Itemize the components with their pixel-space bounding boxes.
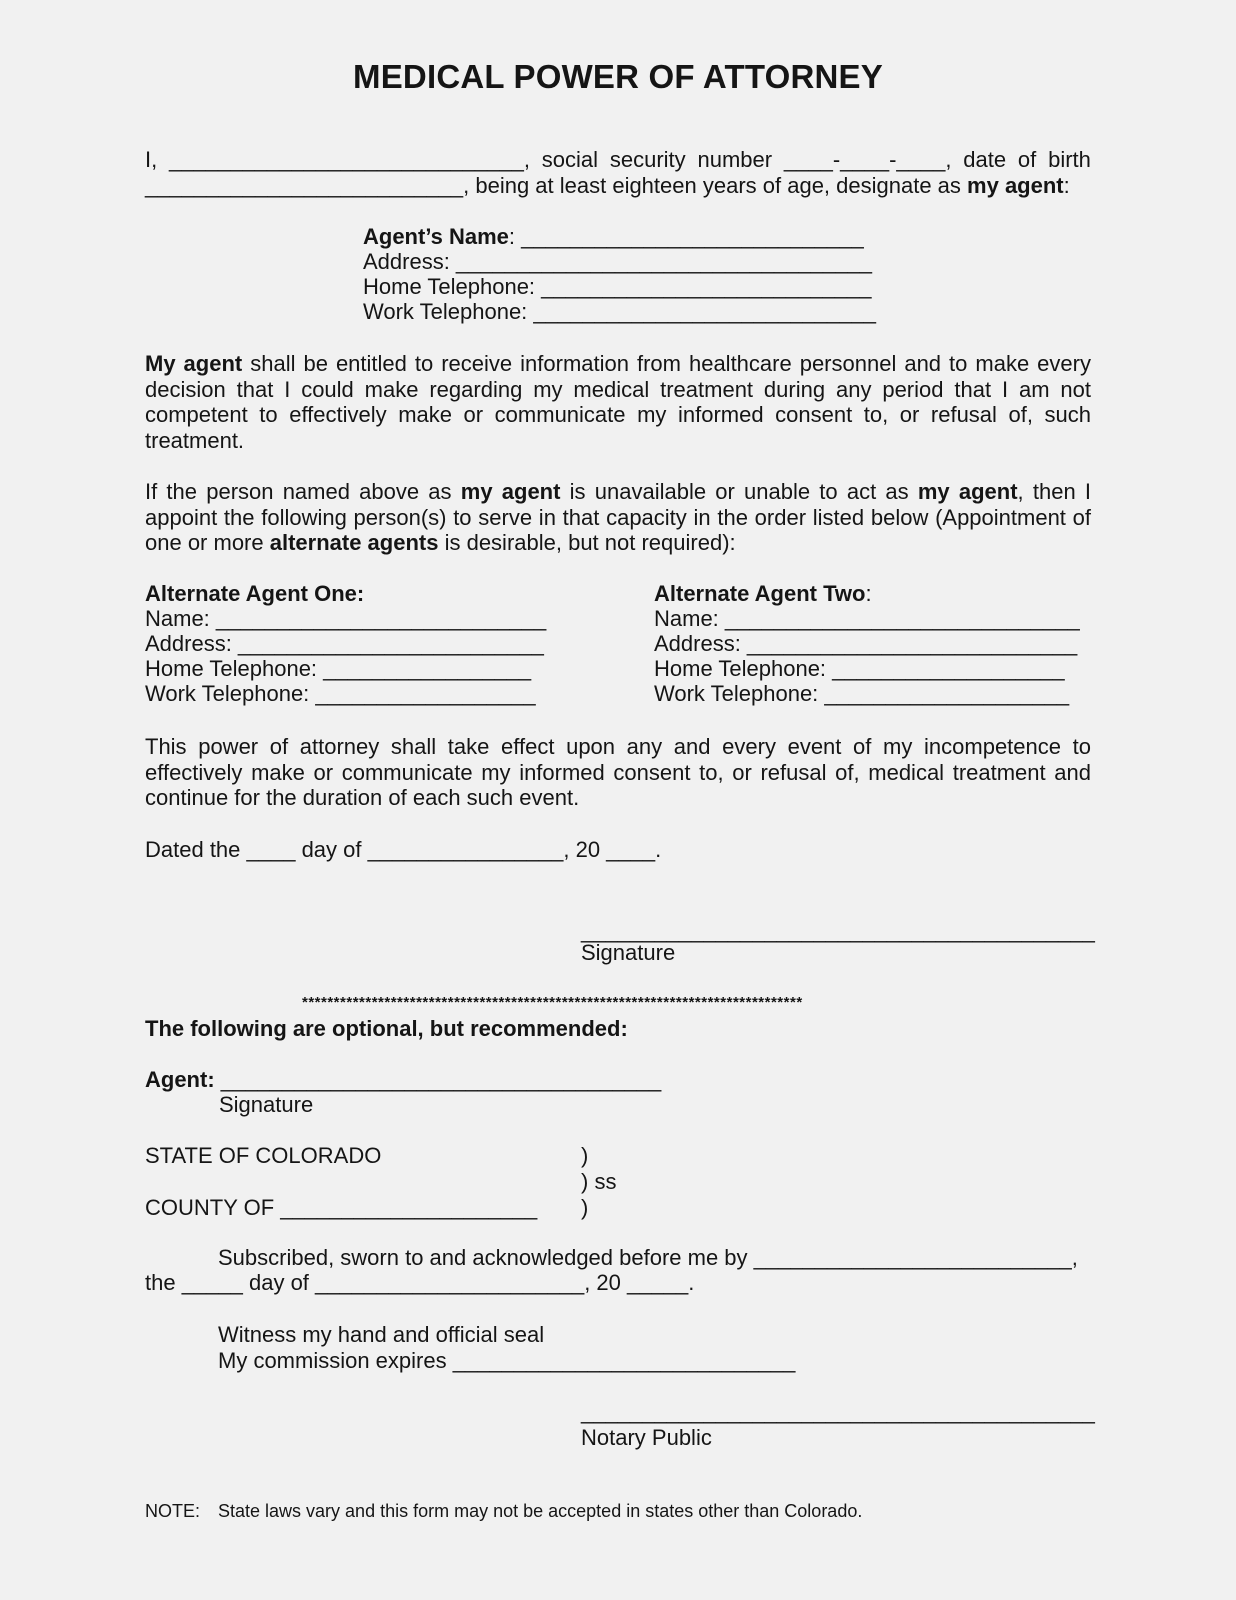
agent-name-blank: : ____________________________ [508,224,864,249]
note-text: State laws vary and this form may not be accepted in states other than Colorado. [218,1501,863,1521]
note-label: NOTE: [145,1501,201,1521]
heading-text: Alternate Agent Two [654,581,866,606]
notary-signature-line: __________________________________________ [581,1399,1095,1424]
intro-word: number [697,147,773,172]
paragraph-text: is desirable, but not required): [438,530,736,555]
intro-word: security [609,147,686,172]
alternate-agent-paragraph [145,479,1091,556]
intro-i: I, [145,147,158,172]
agent-home-telephone-line: Home Telephone: ___________________________ [363,274,872,299]
intro-end: : [1063,173,1070,198]
intro-word: birth [1048,147,1091,172]
paren-ss: ) ss [581,1169,617,1194]
paragraph-text: shall be entitled to receive information from healthcare personnel and to make every decision that I could make regarding my medical treatment during any period that I am not competent to effectively make or communicate my informed consent to, or refusal of, such treatment. [145,351,1091,453]
commission-line: My commission expires ____________________________ [218,1348,796,1373]
dated-line: Dated the ____ day of ________________, 20 ____. [145,837,662,862]
agent-address-line: Address: __________________________________ [363,249,872,274]
dob-text: __________________________, being at least eighteen years of age, designate as [145,173,968,198]
alt1-name-line: Name: ___________________________ [145,606,547,631]
intro-word: social [541,147,599,172]
optional-heading [145,1016,628,1042]
subscribed-line-2: the _____ day of ______________________, 20 _____. [145,1270,695,1295]
paragraph-text: , then I appoint the following person(s) to serve in that capacity in the order listed below (Appointment of one or more [145,479,1092,555]
intro-line-2 [145,173,1070,199]
paren-1: ) [581,1143,589,1168]
alt1-work-telephone-line: Work Telephone: __________________ [145,681,536,706]
my-agent-bold: my agent [460,479,561,504]
agent-authority-paragraph [145,351,1091,453]
subscribed-line-1: Subscribed, sworn to and acknowledged before me by __________________________, [218,1245,1078,1270]
ssn-blank: ____-____-____, [783,147,952,172]
alt2-address-line: Address: ___________________________ [654,631,1078,656]
state-line: STATE OF COLORADO [145,1143,382,1168]
agent-signature-blank: ____________________________________ [214,1067,662,1092]
alt2-home-telephone-line: Home Telephone: ___________________ [654,656,1065,681]
alternate-agent-one-heading [145,581,364,607]
separator-stars: ******************************************************************************* [302,994,803,1011]
paragraph-text: If the person named above as [145,479,461,504]
agent-name-line [363,224,864,250]
signature-label: Signature [581,940,676,965]
paren-3: ) [581,1195,589,1220]
alt1-address-line: Address: _________________________ [145,631,544,656]
document-title: MEDICAL POWER OF ATTORNEY [353,58,883,95]
agent-signature-caption: Signature [219,1092,314,1117]
intro-line-1 [145,147,1091,173]
agent-work-telephone-line: Work Telephone: ____________________________ [363,299,876,324]
heading-text: Alternate Agent One: [145,581,365,606]
alt2-name-line: Name: _____________________________ [654,606,1080,631]
agent-signature-line [145,1067,661,1093]
my-agent-bold: My agent [145,351,243,376]
intro-word: of [1017,147,1037,172]
witness-line: Witness my hand and official seal [218,1322,545,1347]
alternate-agent-two-heading [654,581,872,607]
my-agent-bold: my agent [967,173,1064,198]
signature-line: __________________________________________ [581,918,1095,943]
alt1-home-telephone-line: Home Telephone: _________________ [145,656,532,681]
heading-text: The following are optional, but recommended: [145,1016,628,1041]
paragraph-text: is unavailable or unable to act as [560,479,918,504]
intro-word: date [963,147,1007,172]
effect-paragraph: This power of attorney shall take effect upon any and every event of my incompetence to effectively make or communicate my informed consent to, or refusal of, medical treatment and continue for the duration of each such event. [145,734,1091,810]
notary-label: Notary Public [581,1425,712,1450]
agent-name-label: Agent’s Name [363,224,509,249]
agent-label: Agent: [145,1067,215,1092]
my-agent-bold: my agent [917,479,1018,504]
alt2-work-telephone-line: Work Telephone: ____________________ [654,681,1070,706]
county-line: COUNTY OF _____________________ [145,1195,538,1220]
name-blank: _____________________________, [169,147,530,172]
heading-colon: : [865,581,872,606]
alternate-agents-bold: alternate agents [269,530,439,555]
